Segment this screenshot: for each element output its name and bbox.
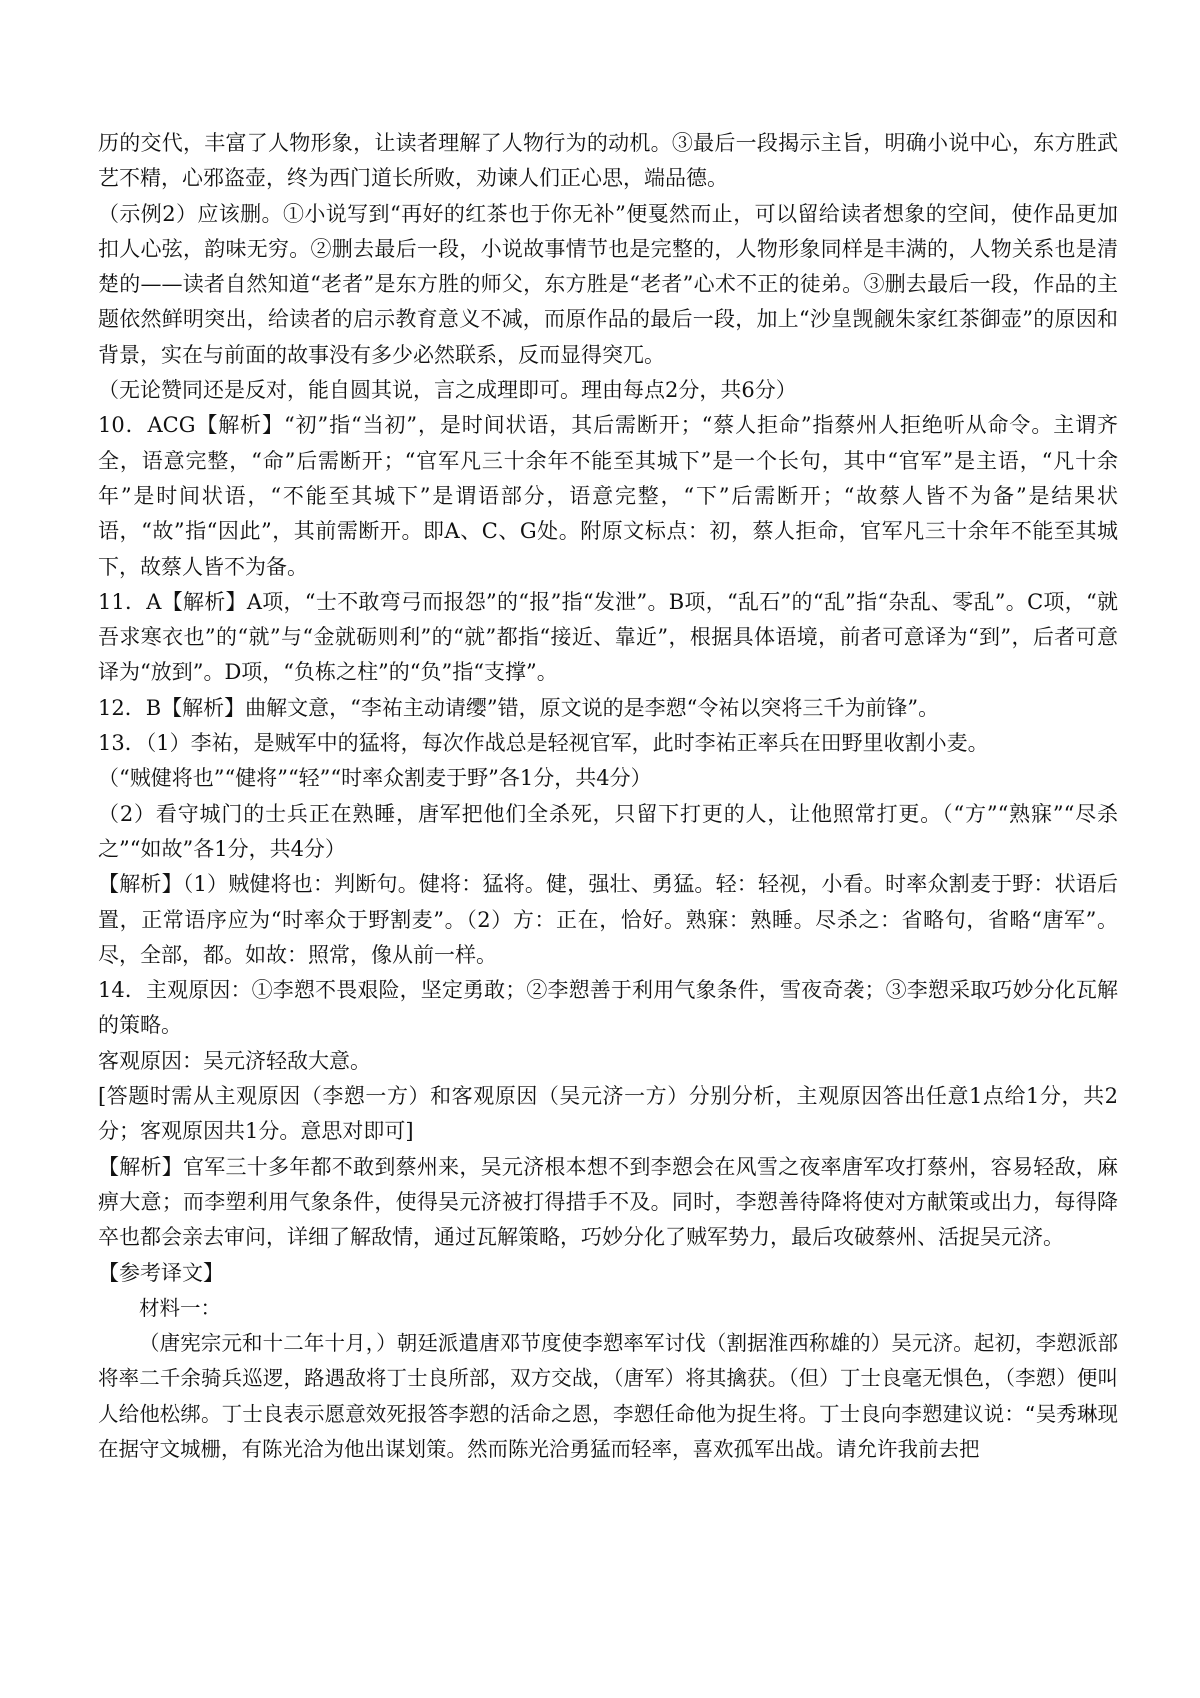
answer-10: 10．ACG【解析】“初”指“当初”，是时间状语，其后需断开；“蔡人拒命”指蔡州人拒绝听从命令。主谓齐全，语意完整，“命”后需断开；“官军凡三十余年不能至其城下”是一个长句，其中“官军”是主语，“凡十余年”是时间状语，“不能至其城下”是谓语部分，语意完整，“下”后需断开；“故蔡人皆不为备”是结果状语，“故”指“因此”，其前需断开。即A、C、G处。附原文标点：初，蔡人拒命，官军凡三十余年不能至其城下，故蔡人皆不为备。	[98, 413, 1118, 579]
scoring-note: [答题时需从主观原因（李愬一方）和客观原因（吴元济一方）分别分析，主观原因答出任意1点给1分，共2分；客观原因共1分。意思对即可]	[98, 1084, 1118, 1144]
paragraph: （无论赞同还是反对，能自圆其说，言之成理即可。理由每点2分，共6分）	[98, 378, 797, 403]
analysis-14: 【解析】官军三十多年都不敢到蔡州来，吴元济根本想不到李愬会在风雪之夜率唐军攻打蔡州，容易轻敌，麻痹大意；而李塑利用气象条件，使得吴元济被打得措手不及。同时，李愬善待降将使对方献策或出力，每得降卒也都会亲去审问，详细了解敌情，通过瓦解策略，巧妙分化了贼军势力，最后攻破蔡州、活捉吴元济。	[98, 1154, 1118, 1250]
answer-11: 11．A【解析】A项，“士不敢弯弓而报怨”的“报”指“发泄”。B项，“乱石”的“乱”指“杂乱、零乱”。C项，“就吾求寒衣也”的“就”与“金就砺则利”的“就”都指“接近、靠近”，根据具体语境，前者可意译为“到”，后者可意译为“放到”。D项，“负栋之柱”的“负”指“支撑”。	[98, 589, 1118, 685]
objective-reason: 客观原因：吴元济轻敌大意。	[98, 1048, 371, 1073]
material-heading: 材料一：	[139, 1295, 221, 1320]
answer-13-1: 13．（1）李祐，是贼军中的猛将，每次作战总是轻视官军，此时李祐正率兵在田野里收割小麦。	[98, 731, 989, 756]
scoring-note: （“贼健将也”“健将”“轻”“时率众割麦于野”各1分，共4分）	[98, 766, 652, 791]
reference-translation-heading: 【参考译文】	[98, 1260, 224, 1285]
answer-14: 14．主观原因：①李愬不畏艰险，坚定勇敢；②李愬善于利用气象条件，雪夜奇袭；③李愬采取巧妙分化瓦解的策略。	[98, 978, 1118, 1038]
paragraph: （示例2）应该删。①小说写到“再好的红茶也于你无补”便戛然而止，可以留给读者想象的空间，使作品更加扣人心弦，韵味无穷。②删去最后一段，小说故事情节也是完整的，人物形象同样是丰满的，人物关系也是清楚的——读者自然知道“老者”是东方胜的师父，东方胜是“老者”心术不正的徒弟。③删去最后一段，作品的主题依然鲜明突出，给读者的启示教育意义不减，而原作品的最后一段，加上“沙皇觊觎朱家红茶御壶”的原因和背景，实在与前面的故事没有多少必然联系，反而显得突兀。	[98, 201, 1118, 367]
document-page	[98, 126, 1118, 1467]
answer-13-2: （2）看守城门的士兵正在熟睡，唐军把他们全杀死，只留下打更的人，让他照常打更。（“方”“熟寐”“尽杀之”“如故”各1分，共4分）	[98, 801, 1118, 861]
answer-12: 12．B【解析】曲解文意，“李祐主动请缨”错，原文说的是李愬“令祐以突将三千为前锋”。	[98, 695, 940, 720]
analysis-13: 【解析】（1）贼健将也：判断句。健将：猛将。健，强壮、勇猛。轻：轻视，小看。时率众割麦于野：状语后置，正常语序应为“时率众于野割麦”。（2）方：正在，恰好。熟寐：熟睡。尽杀之：省略句，省略“唐军”。尽，全部，都。如故：照常，像从前一样。	[98, 872, 1118, 967]
paragraph: 历的交代，丰富了人物形象，让读者理解了人物行为的动机。③最后一段揭示主旨，明确小说中心，东方胜武艺不精，心邪盗壶，终为西门道长所败，劝谏人们正心思，端品德。	[98, 131, 1118, 191]
translation-text: （唐宪宗元和十二年十月，）朝廷派遣唐邓节度使李愬率军讨伐（割据淮西称雄的）吴元济。起初，李愬派部将率二千余骑兵巡逻，路遇敌将丁士良所部，双方交战，（唐军）将其擒获。（但）丁士良毫无惧色，（李愬）便叫人给他松绑。丁士良表示愿意效死报答李愬的活命之恩，李愬任命他为捉生将。丁士良向李愬建议说：“吴秀琳现在据守文城栅，有陈光洽为他出谋划策。然而陈光洽勇猛而轻率，喜欢孤军出战。请允许我前去把	[98, 1331, 1118, 1461]
